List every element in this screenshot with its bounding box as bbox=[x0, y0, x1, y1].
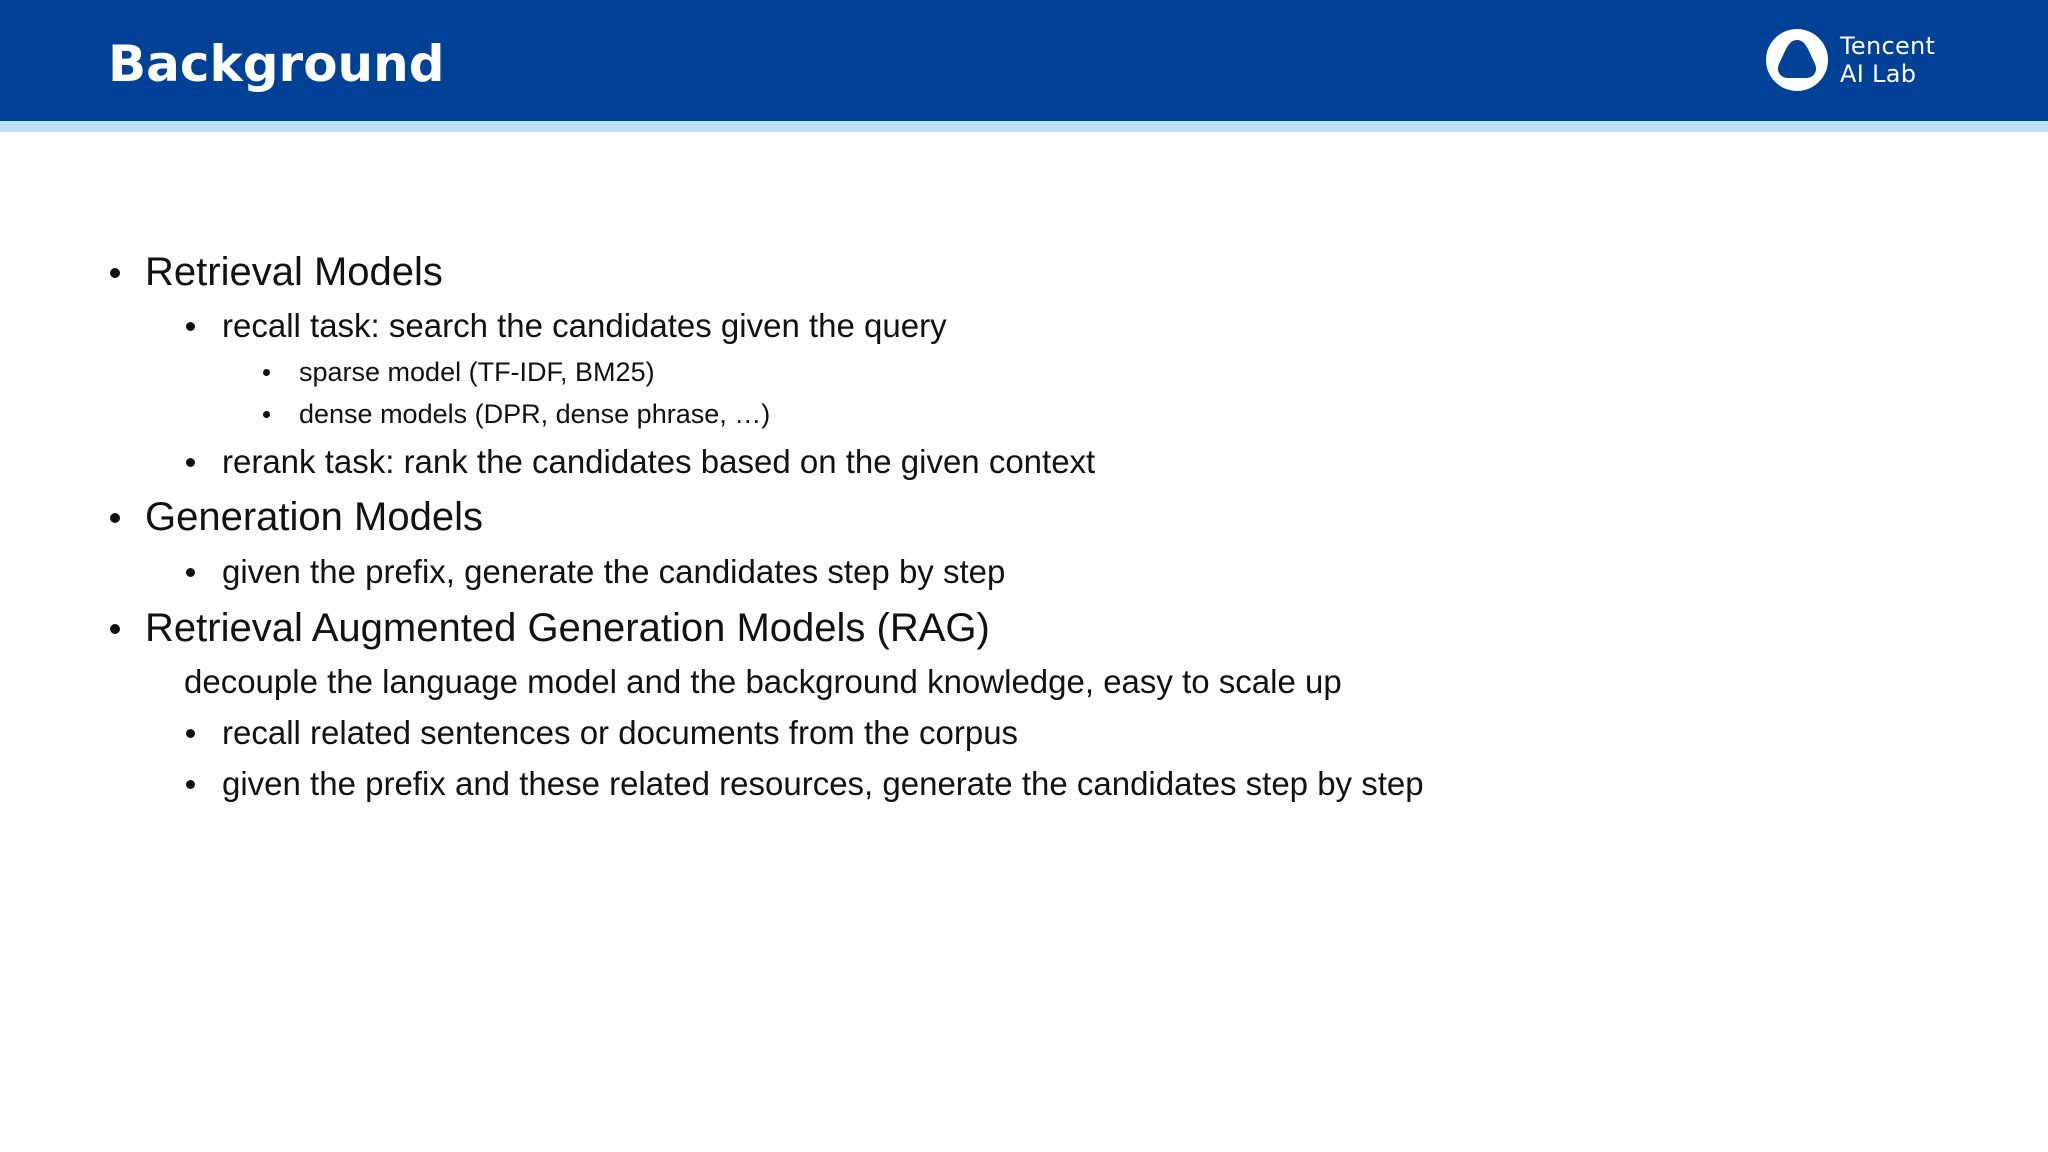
bullet-dot-icon bbox=[110, 624, 120, 634]
tencent-ai-lab-logo bbox=[1764, 27, 1935, 93]
bullet-item-level-3: dense models (DPR, dense phrase, …) bbox=[299, 399, 771, 429]
logo-text-line2: AI Lab bbox=[1840, 60, 1917, 88]
bullet-item-level-1: Generation Models bbox=[145, 495, 483, 539]
bullet-item-level-2: recall related sentences or documents from the corpus bbox=[222, 714, 1019, 751]
header-stripe bbox=[0, 121, 2048, 132]
bullet-dot-icon bbox=[186, 458, 195, 467]
bullet-item-level-2: given the prefix and these related resources, generate the candidates step by step bbox=[222, 765, 1424, 802]
bullet-dot-icon bbox=[110, 268, 120, 278]
bullet-dot-icon bbox=[186, 780, 195, 789]
logo-text-line1: Tencent bbox=[1840, 32, 1936, 60]
bullet-item-level-3: sparse model (TF-IDF, BM25) bbox=[299, 357, 655, 387]
bullet-dot-icon bbox=[186, 322, 195, 331]
bullet-dot-icon bbox=[186, 568, 195, 577]
bullet-dot-icon bbox=[186, 729, 195, 738]
bullet-item-level-2: given the prefix, generate the candidates step by step bbox=[222, 553, 1006, 590]
tencent-ai-lab-logo-icon bbox=[1764, 27, 1830, 93]
slide-title: Background bbox=[108, 35, 445, 93]
paragraph-text: decouple the language model and the background knowledge, easy to scale up bbox=[184, 663, 1342, 700]
bullet-dot-icon bbox=[263, 369, 270, 376]
bullet-item-level-2: recall task: search the candidates given the query bbox=[222, 307, 947, 344]
bullet-dot-icon bbox=[110, 513, 120, 523]
bullet-item-level-2: rerank task: rank the candidates based on the given context bbox=[222, 443, 1096, 480]
bullet-dot-icon bbox=[263, 411, 270, 418]
logo-text bbox=[1840, 32, 1935, 88]
bullet-item-level-1: Retrieval Models bbox=[145, 250, 443, 294]
bullet-item-level-1: Retrieval Augmented Generation Models (RAG) bbox=[145, 606, 990, 650]
